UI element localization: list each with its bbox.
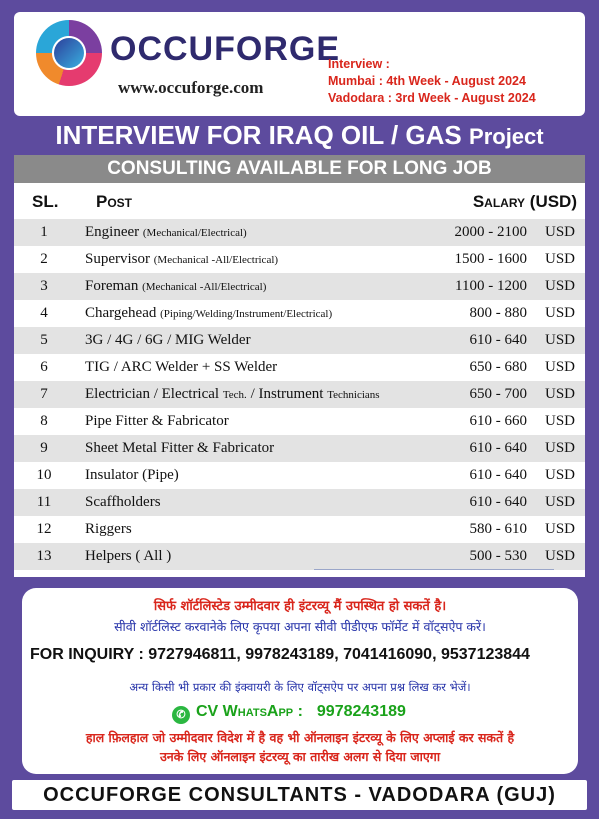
post-title: 3G / 4G / 6G / MIG Welder <box>85 332 251 348</box>
post-title: Chargehead <box>85 305 157 321</box>
row-salary: 2000 - 2100 <box>454 224 527 240</box>
website-url: www.occuforge.com <box>118 78 264 97</box>
post-detail-2: Technicians <box>327 389 380 401</box>
row-sl: 5 <box>40 332 48 348</box>
cv-whatsapp <box>172 703 406 724</box>
title-main: INTERVIEW FOR IRAQ OIL / GAS <box>55 120 462 150</box>
table-row <box>14 300 585 327</box>
row-post <box>85 224 247 241</box>
row-currency: USD <box>544 413 575 429</box>
post-detail: Tech. <box>222 389 247 401</box>
post-title: Engineer <box>85 224 140 240</box>
whatsapp-icon: ✆ <box>172 706 190 724</box>
row-post <box>85 548 171 565</box>
header-sl: SL. <box>32 192 59 211</box>
row-sl: 12 <box>36 521 52 537</box>
online-interview-note <box>22 728 578 766</box>
info-box <box>22 588 578 774</box>
table-row <box>14 219 585 246</box>
row-sl: 6 <box>40 359 48 375</box>
row-currency: USD <box>544 305 575 321</box>
row-salary: 580 - 610 <box>469 521 527 537</box>
row-currency: USD <box>544 494 575 510</box>
table-row <box>14 408 585 435</box>
interview-schedule <box>328 56 536 107</box>
post-title-2: / Instrument <box>250 386 324 402</box>
row-currency: USD <box>544 224 575 240</box>
row-post <box>85 440 274 457</box>
table-row <box>14 489 585 516</box>
inquiry-numbers: FOR INQUIRY : 9727946811, 9978243189, 7041416090, 9537123844 <box>30 646 530 663</box>
row-salary: 610 - 660 <box>469 413 527 429</box>
table-body <box>14 219 585 570</box>
row-post <box>85 332 251 349</box>
row-salary: 610 - 640 <box>469 494 527 510</box>
row-salary: 650 - 700 <box>469 386 527 402</box>
row-post <box>85 359 277 376</box>
post-title: Supervisor <box>85 251 150 267</box>
whatsapp-query-note: अन्य किसी भी प्रकार की इंक्वायरी के लिए वॉट्सऐप पर अपना प्रश्न लिख कर भेजें। <box>129 680 471 694</box>
row-sl: 8 <box>40 413 48 429</box>
row-sl: 1 <box>40 224 48 240</box>
row-salary: 500 - 530 <box>469 548 527 564</box>
interview-label: Interview : <box>328 57 390 71</box>
row-currency: USD <box>544 548 575 564</box>
row-currency: USD <box>544 386 575 402</box>
occuforge-logo-icon <box>36 20 102 86</box>
table-row <box>14 543 585 570</box>
whatsapp-label: CV WhatsApp : <box>196 703 303 720</box>
page-title <box>0 118 599 154</box>
row-salary: 650 - 680 <box>469 359 527 375</box>
row-salary: 610 - 640 <box>469 467 527 483</box>
row-salary: 1500 - 1600 <box>454 251 527 267</box>
row-currency: USD <box>544 440 575 456</box>
row-currency: USD <box>544 278 575 294</box>
header-post: Post <box>96 192 133 211</box>
row-currency: USD <box>544 359 575 375</box>
post-title: Insulator (Pipe) <box>85 467 179 483</box>
table-row <box>14 354 585 381</box>
row-post <box>85 521 132 538</box>
brand-name: OCCUFORGE <box>110 30 340 68</box>
table-divider <box>314 569 554 570</box>
online-interview-line2: उनके लिए ऑनलाइन इंटरव्यू का तारीख अलग से दिया जाएगा <box>159 749 441 764</box>
table-row <box>14 273 585 300</box>
post-title: Sheet Metal Fitter & Fabricator <box>85 440 275 456</box>
footer-banner: OCCUFORGE CONSULTANTS - VADODARA (GUJ) <box>12 780 587 810</box>
row-sl: 7 <box>40 386 48 402</box>
row-currency: USD <box>544 251 575 267</box>
row-sl: 13 <box>36 548 52 564</box>
post-title: Helpers ( All ) <box>85 548 172 564</box>
header-salary: Salary (USD) <box>472 192 577 211</box>
post-title: Foreman <box>85 278 139 294</box>
title-project: Project <box>469 124 544 149</box>
cv-pdf-note: सीवी शॉर्टलिस्ट करवानेके लिए कृपया अपना सीवी पीडीएफ फॉर्मेट में वॉट्सऐप करें। <box>114 619 486 634</box>
post-detail: (Mechanical -All/Electrical) <box>153 254 279 266</box>
header <box>14 12 585 116</box>
row-post <box>85 413 229 430</box>
interview-mumbai: Mumbai : 4th Week - August 2024 <box>328 74 526 88</box>
row-currency: USD <box>544 521 575 537</box>
shortlist-note: सिर्फ शॉर्टलिस्टेड उम्मीदवार ही इंटरव्यू मैं उपस्थित हो सकतें है। <box>153 599 447 614</box>
row-post <box>85 494 161 511</box>
row-currency: USD <box>544 467 575 483</box>
table-row <box>14 327 585 354</box>
row-post <box>85 278 266 295</box>
row-currency: USD <box>544 332 575 348</box>
post-title: Scaffholders <box>85 494 161 510</box>
row-salary: 800 - 880 <box>469 305 527 321</box>
post-detail: (Piping/Welding/Instrument/Electrical) <box>160 308 333 320</box>
row-post <box>85 467 179 484</box>
post-detail: (Mechanical/Electrical) <box>142 227 247 239</box>
row-salary: 610 - 640 <box>469 440 527 456</box>
post-title: TIG / ARC Welder + SS Welder <box>85 359 278 375</box>
row-sl: 10 <box>36 467 52 483</box>
salary-table <box>14 183 585 577</box>
whatsapp-number: 9978243189 <box>316 703 406 720</box>
post-title: Pipe Fitter & Fabricator <box>85 413 229 429</box>
post-title: Riggers <box>85 521 132 537</box>
table-row <box>14 246 585 273</box>
row-post <box>85 386 380 403</box>
interview-vadodara: Vadodara : 3rd Week - August 2024 <box>328 91 536 105</box>
table-row <box>14 516 585 543</box>
table-row <box>14 435 585 462</box>
table-header <box>14 183 585 219</box>
subtitle-banner: CONSULTING AVAILABLE FOR LONG JOB <box>14 155 585 183</box>
post-title: Electrician / Electrical <box>85 386 220 402</box>
online-interview-line1: हाल फ़िलहाल जो उम्मीदवार विदेश में है वह भी ऑनलाइन इंटरव्यू के लिए अप्लाई कर सकतें है <box>85 730 515 745</box>
row-sl: 3 <box>40 278 48 294</box>
row-sl: 2 <box>40 251 48 267</box>
row-post <box>85 251 278 268</box>
row-sl: 9 <box>40 440 48 456</box>
table-row <box>14 462 585 489</box>
row-post <box>85 305 332 322</box>
row-salary: 1100 - 1200 <box>455 278 527 294</box>
row-salary: 610 - 640 <box>469 332 527 348</box>
row-sl: 11 <box>36 494 52 510</box>
row-sl: 4 <box>40 305 48 321</box>
table-row <box>14 381 585 408</box>
post-detail: (Mechanical -All/Electrical) <box>142 281 267 293</box>
